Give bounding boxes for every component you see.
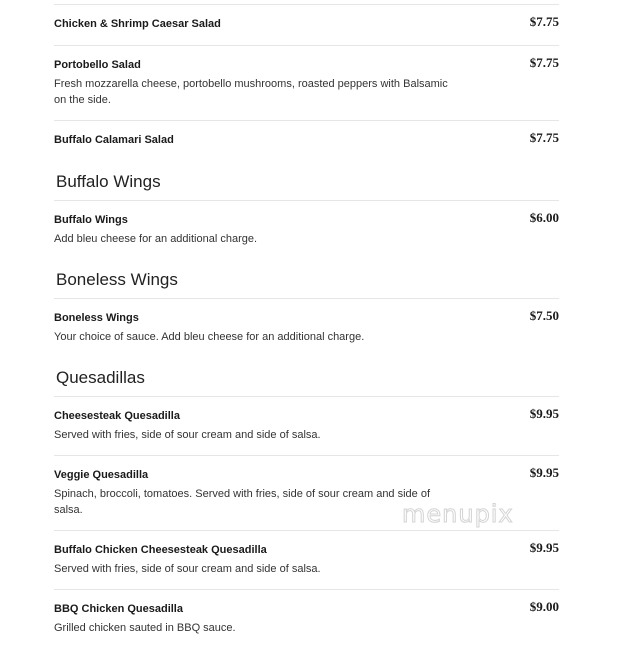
menu-page xyxy=(54,4,559,648)
item-price: $7.75 xyxy=(529,55,559,70)
menu-item xyxy=(54,120,559,152)
item-price: $9.95 xyxy=(529,465,559,480)
item-description: Fresh mozzarella cheese, portobello mushrooms, roasted peppers with Balsamic on the side. xyxy=(54,78,448,106)
item-description: Spinach, broccoli, tomatoes. Served with fries, side of sour cream and side of salsa. xyxy=(54,488,431,516)
menu-item xyxy=(54,298,559,348)
menu-item xyxy=(54,5,559,45)
item-name: Buffalo Chicken Cheesesteak Quesadilla xyxy=(54,544,267,556)
item-description: Served with fries, side of sour cream and side of salsa. xyxy=(54,429,321,441)
item-price: $6.00 xyxy=(529,210,559,225)
item-name: Chicken & Shrimp Caesar Salad xyxy=(54,18,221,30)
item-price: $7.50 xyxy=(529,308,559,323)
item-name: Veggie Quesadilla xyxy=(54,469,149,481)
section-boneless-wings xyxy=(54,250,559,348)
menu-item xyxy=(54,45,559,120)
item-name: Cheesesteak Quesadilla xyxy=(54,410,180,422)
item-description: Your choice of sauce. Add bleu cheese for an additional charge. xyxy=(54,331,365,343)
menu-item xyxy=(54,530,559,589)
section-title: Boneless Wings xyxy=(56,270,178,289)
item-name: Boneless Wings xyxy=(54,312,139,324)
menupix-watermark: menupix xyxy=(402,500,514,528)
item-price: $9.00 xyxy=(529,599,559,614)
item-description: Grilled chicken sauted in BBQ sauce. xyxy=(54,622,236,634)
item-description: Served with fries, side of sour cream and side of salsa. xyxy=(54,563,321,575)
item-name: Portobello Salad xyxy=(54,59,141,71)
item-price: $7.75 xyxy=(529,130,559,145)
item-name: Buffalo Wings xyxy=(54,214,128,226)
menu-item xyxy=(54,200,559,250)
item-price: $7.75 xyxy=(529,14,559,29)
section-salads xyxy=(54,5,559,152)
menu-item xyxy=(54,589,559,648)
section-buffalo-wings xyxy=(54,152,559,250)
section-title: Quesadillas xyxy=(56,368,145,387)
item-price: $9.95 xyxy=(529,540,559,555)
section-title: Buffalo Wings xyxy=(56,172,161,191)
item-name: Buffalo Calamari Salad xyxy=(54,134,174,146)
menu-item xyxy=(54,396,559,455)
section-quesadillas xyxy=(54,348,559,648)
item-description: Add bleu cheese for an additional charge. xyxy=(54,233,258,245)
item-price: $9.95 xyxy=(529,406,559,421)
item-name: BBQ Chicken Quesadilla xyxy=(54,603,183,615)
